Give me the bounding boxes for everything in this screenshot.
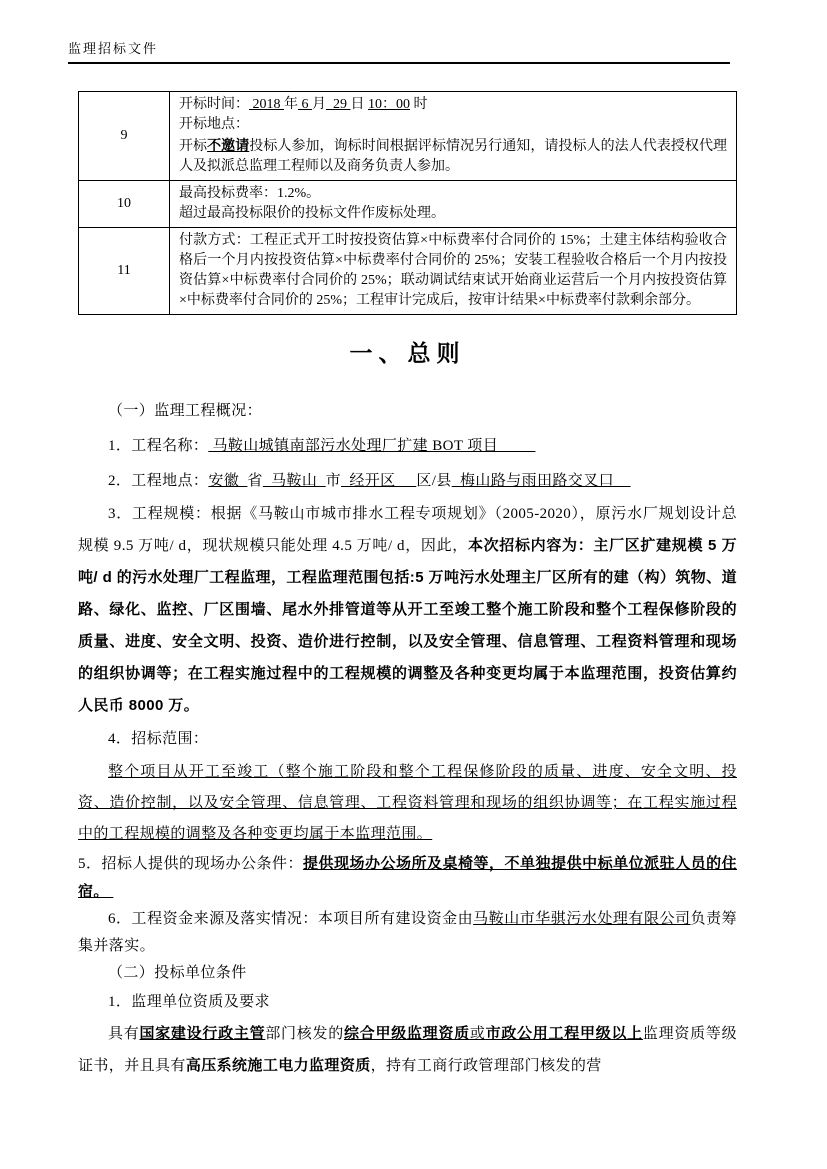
over-limit-note-line: 超过最高投标限价的投标文件作废标处理。 (179, 206, 445, 221)
project-scale-paragraph: 3．工程规模：根据《马鞍山市城市排水工程专项规划》（2005-2020），原污水厂规划设计总规模 9.5 万吨/ d，现状规模只能处理 4.5 万吨/ d，因此，本次招标内容为：主厂区扩建规模 5 万吨/ d 的污水处理厂工程监理，工程监理范围包括:5 万吨污水处理主厂区所有的建（构）筑物、道路、绿化、监控、厂区围墙、尾水外排管道等从开工至竣工整个施工阶段和整个工程保修阶段的质量、进度、安全文明、投资、造价进行控制，以及安全管理、信息管理、工程资料管理和现场的组织协调等；在工程实施过程中的工程规模的调整及各种变更均属于本监理范围，投资估算约人民币 8000 万。 (78, 506, 737, 714)
row-content (170, 92, 737, 181)
row-content (170, 181, 737, 228)
table-row (79, 181, 737, 228)
qualification-requirements-paragraph: 具有国家建设行政主管部门核发的综合甲级监理资质或市政公用工程甲级以上监理资质等级证书，并且具有高压系统施工电力监理资质，持有工商行政管理部门核发的营 (78, 1025, 737, 1074)
conditions-table (78, 91, 737, 315)
funding-source-paragraph: 6．工程资金来源及落实情况：本项目所有建设资金由马鞍山市华骐污水处理有限公司负责筹集并落实。 (78, 911, 738, 954)
payment-terms-line: 付款方式：工程正式开工时按投资估算×中标费率付合同价的 15%；土建主体结构验收合格后一个月内按投资估算×中标费率付合同价的 25%；安装工程验收合格后一个月内按投资估算×中标费率付合同价的 25%；联动调试结束试开始商业运营后一个月内按投资估算×中标费率付合同价的 25%；工程审计完成后，按审计结果×中标费率付款剩余部分。 (179, 233, 727, 308)
row-number: 11 (79, 228, 170, 315)
max-bid-rate-line: 最高投标费率：1.2%。 (179, 186, 321, 201)
running-header: 监理招标文件 (68, 38, 730, 64)
row-number: 9 (79, 92, 170, 181)
project-name-line: 1．工程名称： 马鞍山城镇南部污水处理厂扩建 BOT 项目 (108, 438, 536, 454)
row-number: 10 (79, 181, 170, 228)
section-heading: 一、总则 (349, 340, 466, 366)
bid-opening-note-line: 开标不邀请投标人参加，询标时间根据评标情况另行通知，请投标人的法人代表授权代理人及拟派总监理工程师以及商务负责人参加。 (179, 137, 728, 174)
bid-scope-paragraph: 整个项目从开工至竣工（整个施工阶段和整个工程保修阶段的质量、进度、安全文明、投资、造价控制，以及安全管理、信息管理、工程资料管理和现场的组织协调等；在工程实施过程中的工程规模的调整及各种变更均属于本监理范围。 (78, 764, 737, 842)
project-location-line: 2．工程地点：安徽 省 马鞍山 市 经开区 区/县 梅山路与雨田路交叉口 (108, 473, 631, 489)
table-row (79, 92, 737, 181)
subsection-2-title: （二）投标单位条件 (108, 965, 247, 981)
row-content (170, 228, 737, 315)
subsection-1-title: （一）监理工程概况： (108, 403, 263, 419)
qualification-requirements-title: 1．监理单位资质及要求 (108, 994, 270, 1010)
bid-opening-place-line: 开标地点： (179, 117, 249, 132)
bid-opening-time-line: 开标时间： 2018 年 6 月 29 日 10：00 时 (179, 97, 428, 112)
bid-scope-label: 4．招标范围： (108, 731, 209, 747)
table-row (79, 228, 737, 315)
site-office-conditions-paragraph: 5．招标人提供的现场办公条件：提供现场办公场所及桌椅等，不单独提供中标单位派驻人员的住宿。 (78, 855, 737, 900)
